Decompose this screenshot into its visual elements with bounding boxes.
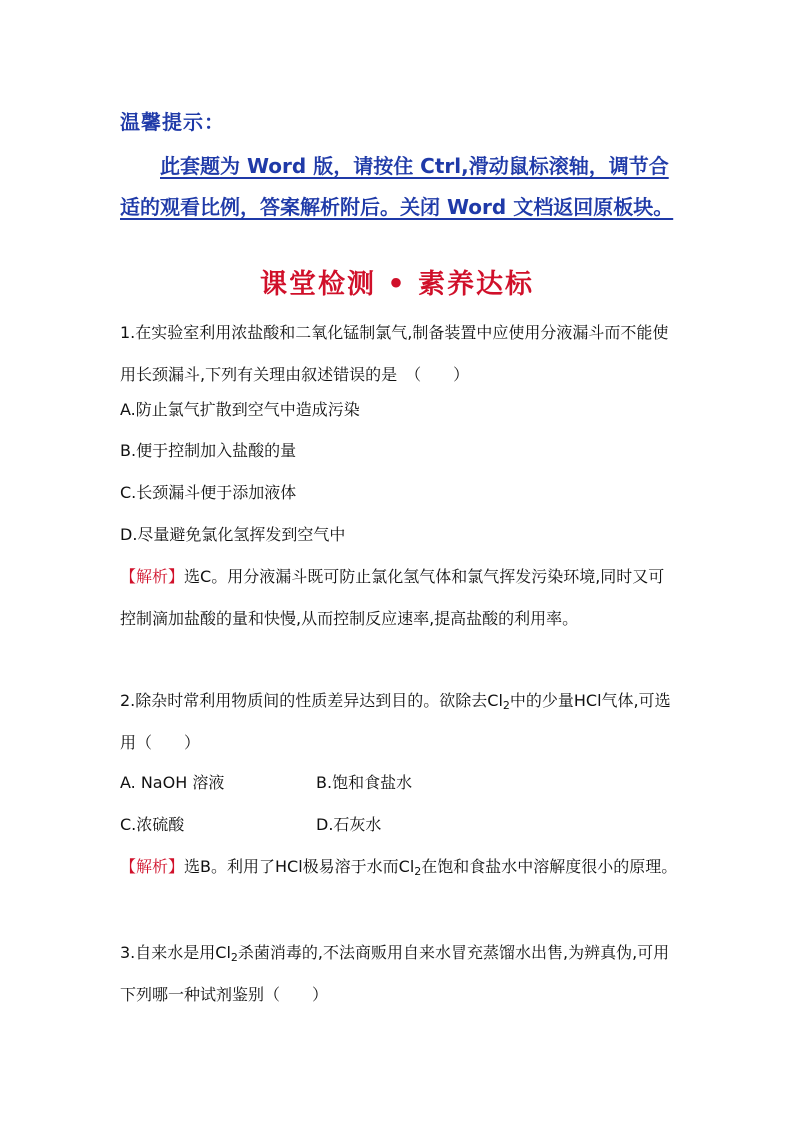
question-2-option-c: C.浓硫酸 [120,815,185,834]
question-2-stem [120,680,680,764]
question-2-option-d: D.石灰水 [316,815,382,834]
analysis-tag: 【解析】 [120,567,185,586]
subscript: 2 [414,865,422,878]
question-2-analysis [120,846,680,888]
question-1-analysis [120,556,680,640]
question-1-option-b: B.便于控制加入盐酸的量 [120,441,297,460]
tip-title: 温馨提示： [120,110,225,134]
subscript: 2 [230,951,238,964]
tip-text: 此套题为 Word 版，请按住 Ctrl,滑动鼠标滚轴，调节合适的观看比例，答案解析附后。关闭 Word 文档返回原板块。 [120,154,674,219]
question-1-option-d: D.尽量避免氯化氢挥发到空气中 [120,525,346,544]
question-1-option-c: C.长颈漏斗便于添加液体 [120,483,297,502]
question-3-stem [120,932,680,1016]
question-2-stem-part-b: 中的少量HCl气体,可选用（ ） [120,691,671,752]
section-title: 课堂检测 • 素养达标 [259,269,535,300]
question-1-option-a: A.防止氯气扩散到空气中造成污染 [120,400,360,419]
analysis-text-a: 选B。利用了HCl极易溶于水而Cl [184,857,415,876]
question-2-stem-part-a: 2.除杂时常利用物质间的性质差异达到目的。欲除去Cl [120,691,503,710]
question-2-option-b: B.饱和食盐水 [316,773,413,792]
analysis-tag: 【解析】 [120,857,185,876]
question-1-stem: 1.在实验室利用浓盐酸和二氧化锰制氯气,制备装置中应使用分液漏斗而不能使用长颈漏斗,下列有关理由叙述错误的是 （ ） [120,323,669,384]
analysis-text: 选C。用分液漏斗既可防止氯化氢气体和氯气挥发污染环境,同时又可控制滴加盐酸的量和快慢,从而控制反应速率,提高盐酸的利用率。 [120,567,665,628]
question-2-option-a: A. NaOH 溶液 [120,773,225,792]
analysis-text-b: 在饱和食盐水中溶解度很小的原理。 [421,857,678,876]
question-3-stem-part-b: 杀菌消毒的,不法商贩用自来水冒充蒸馏水出售,为辨真伪,可用下列哪一种试剂鉴别（ ） [120,943,670,1004]
tip-body [120,146,682,228]
subscript: 2 [502,699,510,712]
question-3-stem-part-a: 3.自来水是用Cl [120,943,231,962]
